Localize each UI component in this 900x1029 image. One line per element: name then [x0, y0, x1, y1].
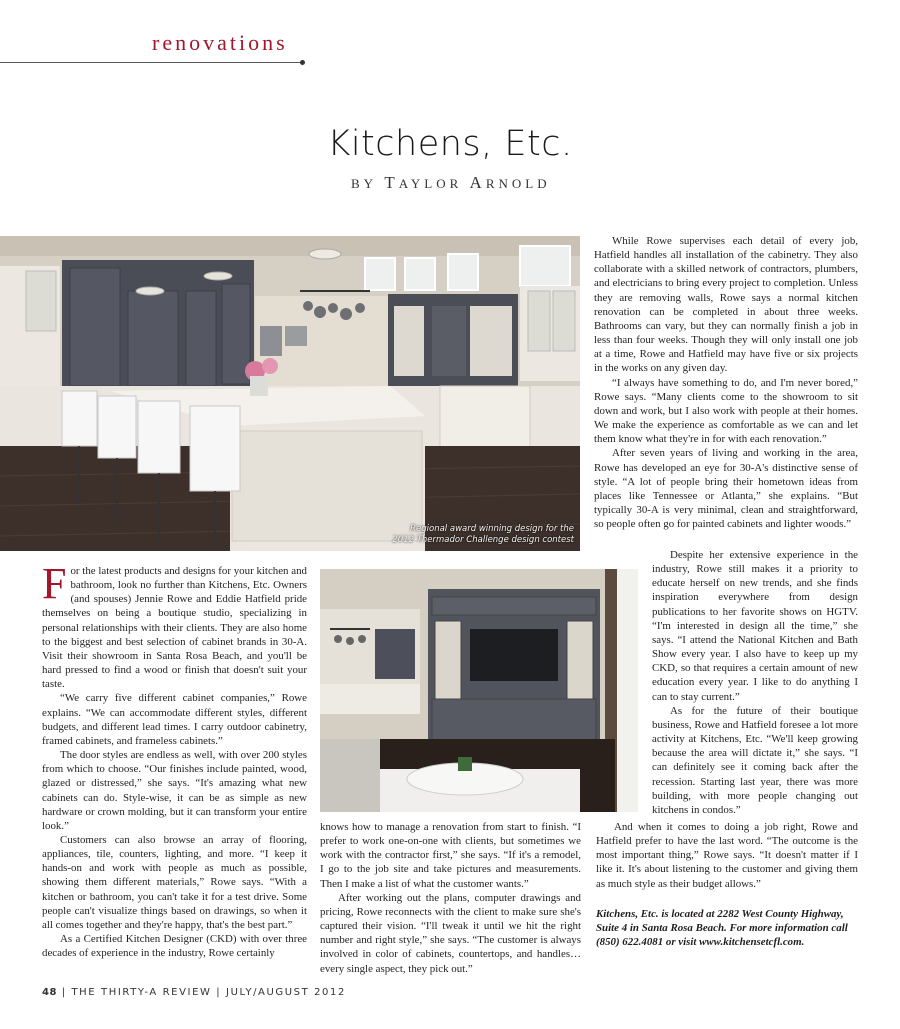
caption-line-1: Regional award winning design for the: [410, 524, 574, 534]
footer-separator-2: |: [216, 987, 222, 998]
column-3-narrow: [652, 548, 858, 817]
footer-separator-1: |: [61, 987, 67, 998]
header-rule: [0, 62, 303, 63]
main-photo-caption: [364, 524, 574, 546]
page-number: 48: [42, 987, 57, 998]
column-3: [594, 234, 858, 531]
byline: [351, 173, 551, 193]
byline-last-rest: RNOLD: [485, 176, 551, 191]
contact-info: Kitchens, Etc. is located at 2282 West County Highway, Suite 4 in Santa Rosa Beach. For more information call (850) 622.4081 or visit www.kitchensetcfl.com.: [596, 908, 848, 949]
family-room-photo: [320, 569, 638, 812]
dropcap: F: [42, 559, 67, 608]
col1-paragraph-4: Customers can also browse an array of flooring, appliances, tile, counters, lighting, and more. “I keep it hands-on and work with people as much as possible, showing them different materials,” Rowe says. “With a kitchen or bathroom, you can't take it for a test drive. Some people can't visualize things based on drawings, so when it all comes together and they're happy, that's the best part.”: [42, 833, 307, 931]
col1-paragraph-3: The door styles are endless as well, with over 200 styles from which to choose. “Our finishes include painted, wood, glazed or distressed,” she says. “It's amazing what new cabinets can do. Style-wise, it can be as simple as new hardware or crown molding, but it can transform your entire look.”: [42, 749, 307, 832]
family-room-illustration: [320, 569, 638, 812]
page-footer: [42, 987, 346, 998]
col3-paragraph-6: And when it comes to doing a job right, Rowe and Hatfield prefer to have the last word. “The outcome is the most important thing,” Rowe says. “It doesn't matter if I like it. It's about listening to the customer and giving them as much style as their budget allows.”: [596, 821, 858, 890]
section-label: renovations: [152, 30, 288, 55]
byline-first-rest: AYLOR: [398, 176, 463, 191]
publication-name: THE THIRTY-A REVIEW: [71, 987, 212, 998]
byline-last-initial: A: [469, 173, 486, 192]
col1-paragraph-5: As a Certified Kitchen Designer (CKD) with over three decades of experience in the industry, Rowe certainly: [42, 933, 307, 960]
main-kitchen-photo: [0, 236, 580, 551]
caption-line-2: 2012 Thermador Challenge design contest: [392, 535, 574, 545]
kitchen-illustration: [0, 236, 580, 551]
col2-paragraph-2: After working out the plans, computer drawings and pricing, Rowe reconnects with the client to make sure she's captured their vision. “I'll tweak it until we hit the right number and right style,” she says. “The customer is always involved in color of cabinets, countertops, and handles…every single aspect, they pick out.”: [320, 891, 581, 975]
issue-date: JULY/AUGUST 2012: [226, 987, 346, 998]
col3-paragraph-2: “I always have something to do, and I'm never bored,” Rowe says. “Many clients come to the showroom to sit down and work, but I also work with people at their homes. We make the experience as comfortable as we can and let them know what they're in for with each renovation.”: [594, 376, 858, 446]
col2-paragraph-1: knows how to manage a renovation from start to finish. “I prefer to work one-on-one with clients, but sometimes we work with the contractor first,” she says. “If it's a remodel, I go to the job site and take pictures and measurements. Then I make a list of what the customer wants.”: [320, 821, 581, 890]
article-title: Kitchens, Etc.: [327, 124, 573, 164]
byline-first-initial: T: [384, 173, 399, 192]
col3-paragraph-4: Despite her extensive experience in the industry, Rowe still makes it a priority to educate herself on new trends, and she finds inspiration everywhere from design publications to her favorite shows on HGTV. “I'm interested in design all the time,” she says. “I attend the National Kitchen and Bath Show every year. I also have to keep up my CKD, so that requires a certain amount of new education every year. I like to do anything I can to stay current.”: [652, 549, 858, 703]
header-rule-dot: [300, 60, 305, 65]
col1-p1-text: or the latest products and designs for your kitchen and bathroom, look no further than Kitchens, Etc. Owners (and spouses) Jennie Rowe and Eddie Hatfield pride themselves on being a boutique studio, specializing in personal relationships with their clients. They are also home to the biggest and best selection of cabinet brands in 30-A. Visit their showroom in Santa Rosa Beach, and you'll be hard pressed to find a wood or finish that doesn't suit your taste.: [42, 565, 307, 691]
col1-paragraph-1: [42, 559, 307, 691]
column-2: [320, 820, 581, 976]
col1-paragraph-2: “We carry five different cabinet companies,” Rowe explains. “We can accommodate different styles, different budgets, and different lead times. I carry outdoor cabinetry, framed cabinets, and frameless cabinets.”: [42, 692, 307, 747]
col3-paragraph-3: After seven years of living and working in the area, Rowe has developed an eye for 30-A's distinctive sense of style. “A lot of people bring their hometown ideas from places like Tennessee or Atlanta,” she explains. “But typically 30-A is very minimal, clean and straightforward, so people often go for painted cabinets and lighter woods.”: [594, 447, 858, 531]
col3-paragraph-5: As for the future of their boutique business, Rowe and Hatfield foresee a lot more activity at Kitchens, Etc. “We'll keep growing because the area will dictate it,” she says. “I can definitely see it coming back after the recession. Starting last year, there was more building, with more people changing out kitchens in condos.”: [652, 704, 858, 816]
col3-paragraph-1: While Rowe supervises each detail of every job, Hatfield handles all installation of the cabinetry. They also collaborate with a skilled network of contractors, plumbers, and electricians to bring every project to completion. Unless they are removing walls, Rowe says a normal kitchen renovation can be completed in about three weeks. Bathrooms can vary, but they can normally finish a job in less than four weeks. Though they will only install one job at a time, Rowe and Hatfield may have five or six projects in the works on any given day.: [594, 235, 858, 375]
column-3-bottom: [596, 820, 858, 891]
byline-by: BY: [351, 176, 378, 191]
column-1: [42, 559, 307, 960]
